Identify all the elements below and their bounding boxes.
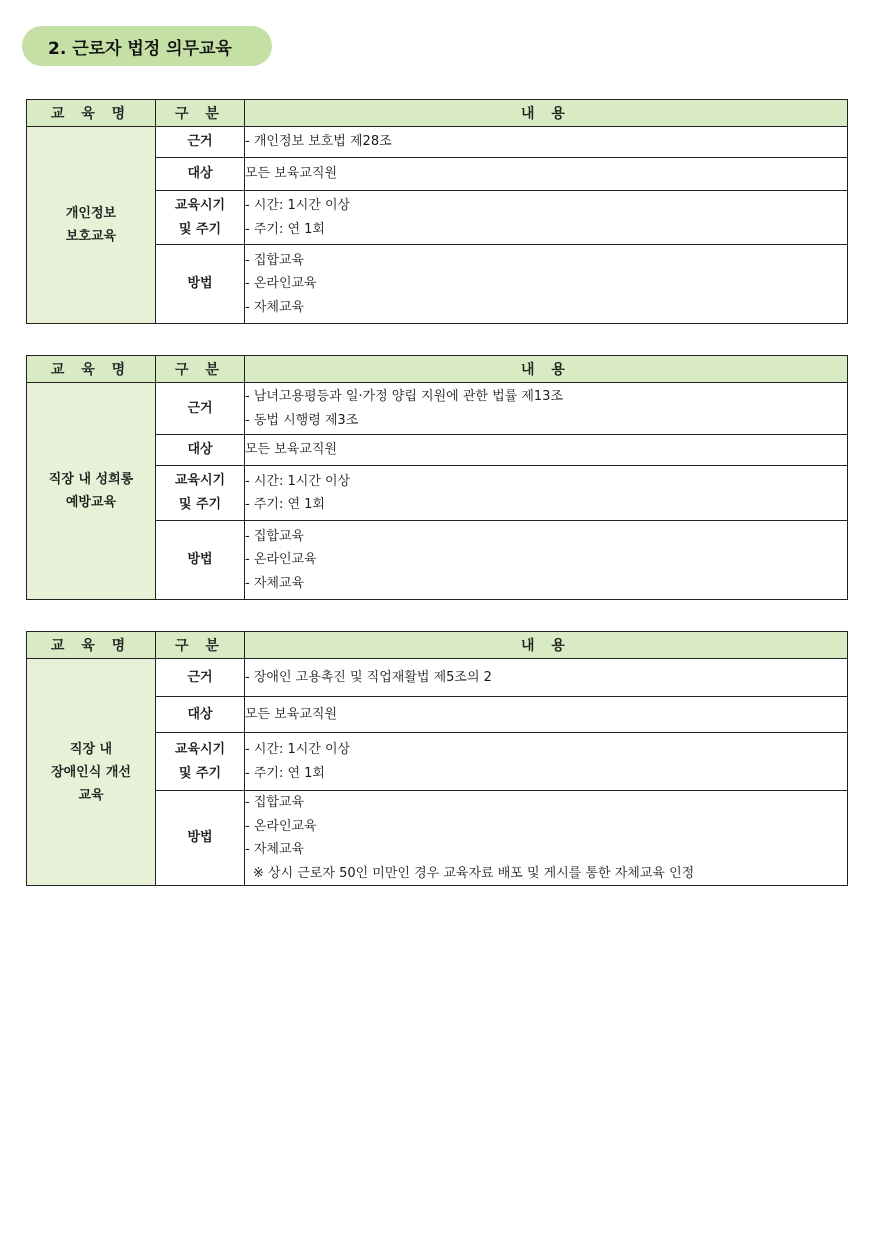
header-category: 구 분: [156, 356, 245, 383]
content-cell: - 집합교육 - 온라인교육 - 자체교육: [245, 521, 848, 600]
education-name-cell: 직장 내 성희롱 예방교육: [27, 383, 156, 600]
category-cell: 방법: [156, 791, 245, 886]
category-cell: 대상: [156, 435, 245, 466]
category-cell: 근거: [156, 127, 245, 158]
content-cell: - 시간: 1시간 이상 - 주기: 연 1회: [245, 733, 848, 791]
content-cell: 모든 보육교직원: [245, 158, 848, 191]
content-cell: - 시간: 1시간 이상 - 주기: 연 1회: [245, 466, 848, 521]
education-table-harassment: [26, 355, 848, 600]
table-header-row: [27, 356, 848, 383]
table-row: [27, 659, 848, 697]
header-content: 내 용: [245, 632, 848, 659]
content-cell: 모든 보육교직원: [245, 435, 848, 466]
table-header-row: [27, 100, 848, 127]
education-name-cell: 직장 내 장애인식 개선 교육: [27, 659, 156, 886]
content-cell: - 개인정보 보호법 제28조: [245, 127, 848, 158]
header-category: 구 분: [156, 632, 245, 659]
category-cell: 방법: [156, 521, 245, 600]
section-title-badge: [22, 26, 272, 66]
header-content: 내 용: [245, 356, 848, 383]
header-content: 내 용: [245, 100, 848, 127]
table-row: [27, 127, 848, 158]
header-category: 구 분: [156, 100, 245, 127]
table-row: [27, 383, 848, 435]
page-title: 2. 근로자 법정 의무교육: [48, 38, 232, 59]
content-cell: - 집합교육 - 온라인교육 - 자체교육: [245, 245, 848, 324]
category-cell: 교육시기 및 주기: [156, 733, 245, 791]
content-cell: 모든 보육교직원: [245, 697, 848, 733]
header-education-name: 교 육 명: [27, 356, 156, 383]
category-cell: 교육시기 및 주기: [156, 466, 245, 521]
category-cell: 대상: [156, 158, 245, 191]
table-header-row: [27, 632, 848, 659]
education-name-cell: 개인정보 보호교육: [27, 127, 156, 324]
category-cell: 근거: [156, 383, 245, 435]
content-cell: - 남녀고용평등과 일·가정 양립 지원에 관한 법률 제13조 - 동법 시행령 제3조: [245, 383, 848, 435]
category-cell: 교육시기 및 주기: [156, 191, 245, 245]
content-cell: - 집합교육 - 온라인교육 - 자체교육 ※ 상시 근로자 50인 미만인 경우 교육자료 배포 및 게시를 통한 자체교육 인정: [245, 791, 848, 886]
content-cell: - 시간: 1시간 이상 - 주기: 연 1회: [245, 191, 848, 245]
category-cell: 방법: [156, 245, 245, 324]
header-education-name: 교 육 명: [27, 100, 156, 127]
education-table-disability-awareness: [26, 631, 848, 886]
content-cell: - 장애인 고용촉진 및 직업재활법 제5조의 2: [245, 659, 848, 697]
category-cell: 대상: [156, 697, 245, 733]
category-cell: 근거: [156, 659, 245, 697]
header-education-name: 교 육 명: [27, 632, 156, 659]
note-text: ※ 상시 근로자 50인 미만인 경우 교육자료 배포 및 게시를 통한 자체교육 인정: [253, 865, 695, 881]
education-table-privacy: [26, 99, 848, 324]
